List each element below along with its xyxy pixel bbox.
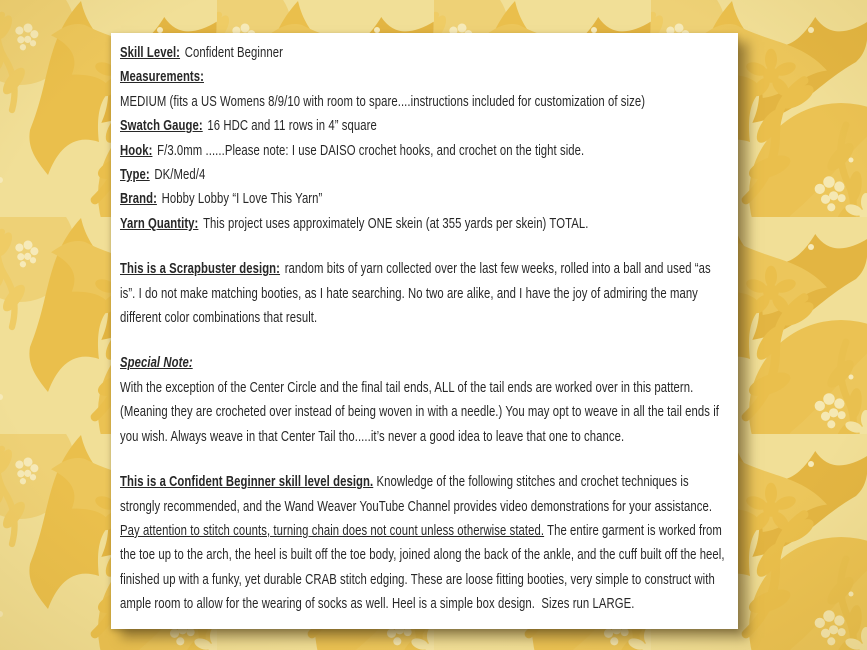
spec-label-brand: Brand: bbox=[120, 191, 157, 208]
skill-paragraph-body: Knowledge of the following stitches and crochet techniques is strongly recommended, and the Wand Weaver YouTube Channel provides video demonstrations for your assistance. bbox=[120, 474, 716, 515]
spec-value-type: DK/Med/4 bbox=[154, 167, 206, 184]
spec-label-yarn-quantity: Yarn Quantity: bbox=[120, 215, 199, 232]
spec-label-skill-level: Skill Level: bbox=[120, 45, 181, 61]
spec-label-hook: Hook: bbox=[120, 142, 153, 159]
special-note-paragraph bbox=[120, 376, 729, 449]
spec-value-size: MEDIUM (fits a US Womens 8/9/10 with room to spare....instructions included for customization of size) bbox=[120, 93, 646, 110]
spec-hook bbox=[120, 139, 729, 163]
skill-paragraph-tail: The entire garment is worked from the toe up to the arch, the heel is built off the toe body, joined along the back of the ankle, and the cuff built off the heel, finished up with a funky, yet durable CRAB stitch edging. These are loose fitting booties, very simple to construct with ample room to allow for the wearing of socks as well. Heel is a simple box design. Sizes run LARGE. bbox=[120, 522, 728, 613]
spec-label-measurements: Measurements: bbox=[120, 69, 204, 86]
spec-value-swatch-gauge: 16 HDC and 11 rows in 4” square bbox=[207, 118, 377, 135]
spec-size-medium bbox=[120, 90, 729, 114]
skill-level-paragraph bbox=[120, 470, 729, 616]
scrapbuster-text: random bits of yarn collected over the last few weeks, rolled into a ball and used “as is”. I do not make matching booties, as I hate searching. No two are alike, and I have the joy of admiring the many different color combinations that result. bbox=[120, 261, 714, 327]
spec-yarn-brand bbox=[120, 187, 729, 211]
spec-swatch-gauge bbox=[120, 114, 729, 138]
special-note-heading bbox=[120, 351, 729, 375]
spec-value-hook: F/3.0mm ......Please note: I use DAISO crochet hooks, and crochet on the tight side. bbox=[157, 142, 585, 159]
spec-measurements-heading bbox=[120, 65, 729, 89]
spec-label-swatch-gauge: Swatch Gauge: bbox=[120, 118, 203, 135]
spec-value-brand: Hobby Lobby “I Love This Yarn” bbox=[161, 191, 323, 208]
scrapbuster-paragraph bbox=[120, 257, 729, 330]
skill-paragraph-warning: Pay attention to stitch counts, turning chain does not count unless otherwise stated. bbox=[120, 522, 545, 539]
spec-yarn-type bbox=[120, 163, 729, 187]
spec-value-yarn-quantity: This project uses approximately ONE skein (at 355 yards per skein) TOTAL. bbox=[203, 215, 589, 232]
spec-value-skill-level: Confident Beginner bbox=[184, 45, 283, 61]
special-note-label: Special Note: bbox=[120, 355, 193, 372]
spec-label-type: Type: bbox=[120, 167, 150, 184]
pattern-notes-card bbox=[111, 33, 738, 629]
spec-yarn-quantity bbox=[120, 212, 729, 236]
special-note-text: With the exception of the Center Circle and the final tail ends, ALL of the tail ends are worked over in this pattern. (Meaning they are crocheted over instead of being woven in with a needle.) You may opt to weave in all the tail ends if you wish. Always weave in that Center Tail tho.....it’s never a good idea to leave that one to chance. bbox=[120, 379, 723, 445]
spec-skill-level bbox=[120, 41, 729, 65]
pattern-notes-content bbox=[120, 41, 729, 617]
skill-paragraph-lead: This is a Confident Beginner skill level design. bbox=[120, 474, 374, 491]
scrapbuster-label: This is a Scrapbuster design: bbox=[120, 261, 281, 278]
